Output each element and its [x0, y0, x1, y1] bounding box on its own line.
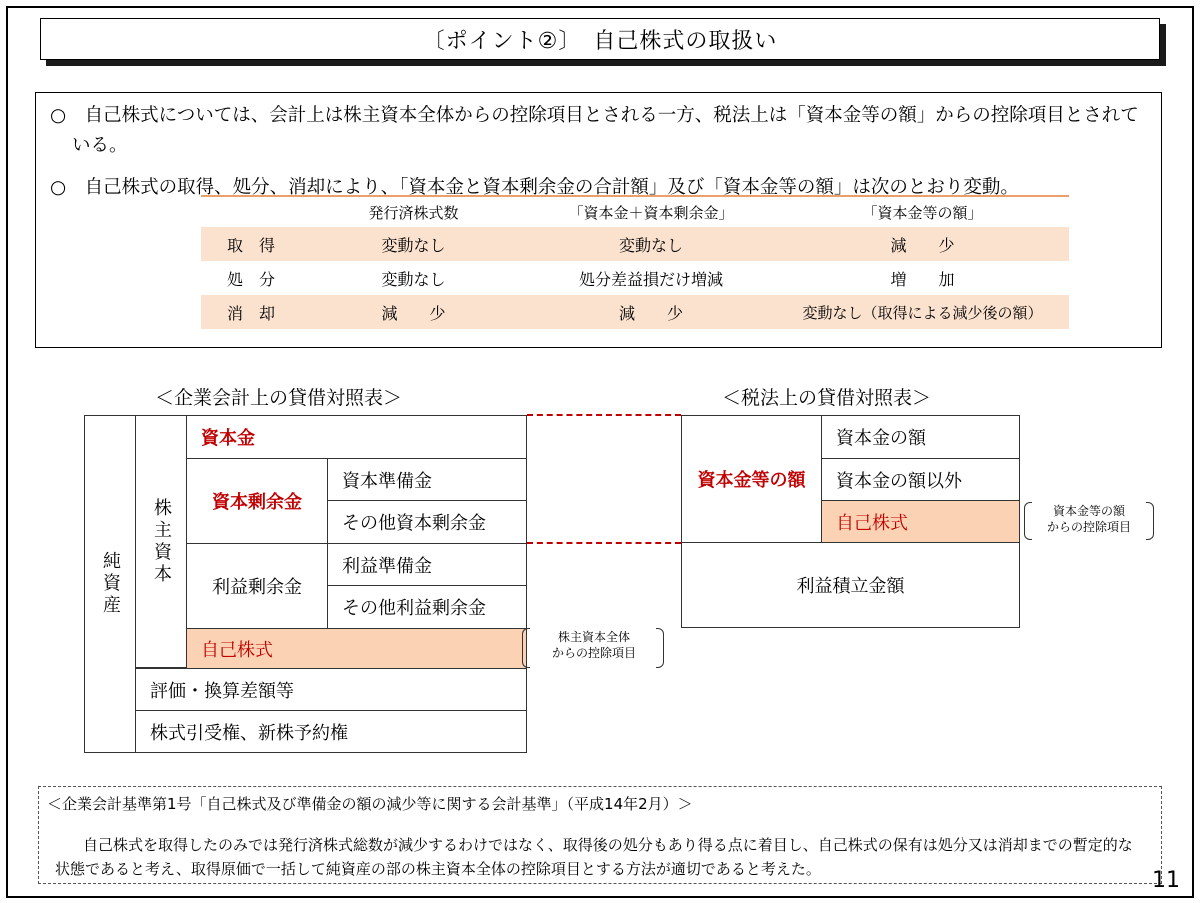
capital-etc-cell: [681, 415, 822, 543]
accounting-standard-box: [38, 786, 1162, 884]
table-cell: 減 少: [890, 235, 955, 255]
capital-etc-label: 資本金等の額: [697, 470, 806, 491]
table-cell: 増 加: [890, 269, 955, 289]
table-header-cell: 「資本金＋資本剰余金」: [568, 203, 734, 222]
left-bracket: [522, 628, 530, 668]
row-label: 消 却: [226, 303, 275, 323]
tax-bs-heading: ＜税法上の貸借対照表＞: [722, 387, 932, 409]
treasury-stock-cell: [186, 628, 527, 669]
other-retained-earnings-cell: [327, 585, 527, 629]
table-row: [201, 295, 1069, 329]
row-label: 処 分: [226, 269, 275, 289]
capital-amount-label: 資本金の額: [836, 428, 926, 449]
right-bracket: [1146, 502, 1154, 540]
intro-bullet-2: ○ 自己株式の取得、処分、消却により、「資本金と資本剰余金の合計額」及び「資本金等の額」は次のとおり変動。: [50, 177, 1019, 198]
capital-reserve-cell: [327, 458, 527, 501]
other-capital-surplus-cell: [327, 500, 527, 544]
capital-reserve-label: 資本準備金: [342, 470, 432, 492]
shareholders-equity-label: 株主資本: [151, 497, 172, 586]
page-number: 11: [1152, 868, 1180, 893]
table-cell: 処分差益損だけ増減: [578, 269, 723, 289]
accounting-bs-heading: ＜企業会計上の貸借対照表＞: [155, 387, 403, 409]
tax-retained-earnings-label: 利益積立金額: [796, 576, 905, 597]
net-assets-label: 純資産: [100, 551, 121, 617]
table-cell: 変動なし（取得による減少後の額）: [802, 303, 1043, 322]
capital-cell: [186, 415, 527, 459]
tax-retained-earnings-cell: [681, 542, 1020, 628]
warrants-cell: [135, 710, 527, 753]
other-than-capital-cell: [821, 458, 1020, 501]
table-row: [201, 261, 1069, 295]
capital-amount-cell: [821, 415, 1020, 459]
left-bracket: [1024, 502, 1032, 540]
table-row: [201, 227, 1069, 261]
retained-earnings-cell: [186, 543, 328, 629]
other-retained-earnings-label: その他利益剰余金: [342, 598, 486, 619]
intro-bullet-1: ○ 自己株式については、会計上は株主資本全体からの控除項目とされる一方、税法上は「資本金等の額」からの控除項目とされている。: [50, 105, 1139, 156]
capital-etc-deduction-note: 資本金等の額 からの控除項目: [1046, 504, 1131, 534]
tax-treasury-stock-label: 自己株式: [836, 512, 908, 534]
change-table-header: [201, 195, 1069, 227]
table-cell: 減 少: [618, 303, 683, 323]
accounting-standard-heading: ＜企業会計基準第1号「自己株式及び準備金の額の減少等に関する会計基準」（平成14年2月）＞: [47, 795, 693, 813]
legal-reserve-label: 利益準備金: [342, 555, 432, 577]
capital-label: 資本金: [201, 428, 255, 449]
change-table: [201, 195, 1069, 329]
table-cell: 変動なし: [381, 235, 446, 255]
connector-bottom-line: [527, 542, 681, 544]
other-than-capital-label: 資本金の額以外: [836, 470, 962, 492]
capital-surplus-label: 資本剰余金: [212, 492, 302, 513]
table-cell: 変動なし: [381, 269, 446, 289]
tax-treasury-stock-cell: [821, 500, 1020, 543]
row-label: 取 得: [226, 235, 275, 255]
table-header-cell: 発行済株式数: [368, 203, 459, 222]
intro-box: [35, 92, 1162, 348]
warrants-label: 株式引受権、新株予約権: [150, 722, 348, 744]
table-cell: 減 少: [381, 303, 446, 323]
valuation-label: 評価・換算差額等: [150, 680, 294, 702]
connector-top-line: [527, 414, 681, 416]
shareholders-equity-deduction-note: 株主資本全体 からの控除項目: [551, 630, 636, 660]
legal-reserve-cell: [327, 543, 527, 586]
net-assets-cell: [84, 415, 136, 753]
retained-earnings-label: 利益剰余金: [212, 577, 302, 598]
valuation-cell: [135, 668, 527, 711]
accounting-standard-body: 自己株式を取得したのみでは発行済株式総数が減少するわけではなく、取得後の処分もあり得る点に着目し、自己株式の保有は処分又は消却までの暫定的な状態であると考え、取得原価で一括して純資産の部の株主資本全体の控除項目とする方法が適切であると考えた。: [55, 836, 1133, 878]
shareholders-equity-cell: [135, 415, 187, 668]
page-title: 〔ポイント②〕 自己株式の取扱い: [40, 18, 1160, 60]
capital-surplus-cell: [186, 458, 328, 544]
right-bracket: [656, 628, 664, 668]
table-header-cell: 「資本金等の額」: [862, 203, 983, 222]
table-cell: 変動なし: [618, 235, 683, 255]
other-capital-surplus-label: その他資本剰余金: [342, 513, 486, 534]
treasury-stock-label: 自己株式: [201, 639, 273, 661]
